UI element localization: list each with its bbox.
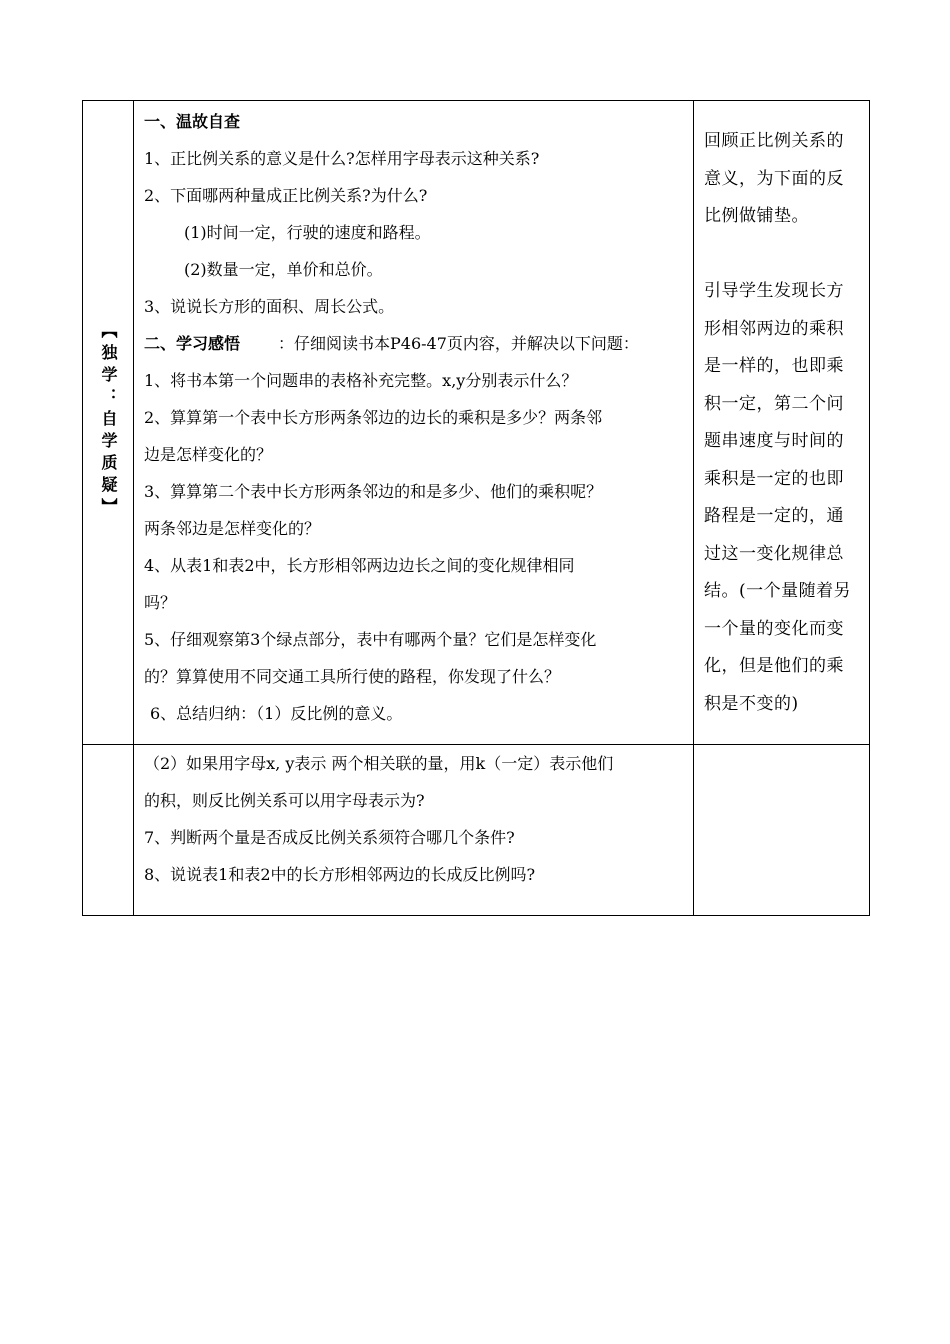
empty-label-cell bbox=[83, 745, 134, 916]
empty-notes-cell bbox=[694, 745, 870, 916]
teacher-notes bbox=[694, 101, 869, 723]
note-line: 引导学生发现长方 bbox=[704, 281, 844, 301]
section2-line: 5、仔细观察第3个绿点部分，表中有哪两个量？它们是怎样变化 bbox=[144, 630, 597, 649]
notes-cell bbox=[694, 101, 870, 745]
section2-heading: 二、学习感悟 bbox=[144, 334, 241, 353]
note-line: 结。(一个量随着另 bbox=[704, 581, 852, 601]
note-line: 意义，为下面的反 bbox=[704, 168, 844, 189]
lesson-plan-table bbox=[82, 100, 870, 916]
continued-content bbox=[134, 745, 693, 893]
note-line: 积是不变的) bbox=[704, 693, 799, 714]
note-line: 题串速度与时间的 bbox=[704, 431, 844, 451]
note-line: 过这一变化规律总 bbox=[704, 543, 844, 564]
note-line: 路程是一定的，通 bbox=[704, 506, 844, 526]
section1-item: 1、正比例关系的意义是什么?怎样用字母表示这种关系? bbox=[144, 149, 540, 168]
main-content-cell bbox=[134, 101, 694, 745]
note-spacer bbox=[704, 236, 861, 274]
section2-line: 1、将书本第一个问题串的表格补充完整。x,y分别表示什么？ bbox=[144, 371, 578, 390]
continued-content-cell bbox=[134, 745, 694, 916]
note-line: 是一样的，也即乘 bbox=[704, 356, 844, 376]
note-line: 乘积是一定的也即 bbox=[704, 468, 844, 489]
section1-item: 2、下面哪两种量成正比例关系?为什么? bbox=[144, 186, 428, 205]
section3-line: （2）如果用字母x, y表示 两个相关联的量，用k（一定）表示他们 bbox=[144, 754, 614, 773]
section2-line: 2、算算第一个表中长方形两条邻边的边长的乘积是多少？两条邻 bbox=[144, 408, 603, 427]
section2-line: 两条邻边是怎样变化的？ bbox=[144, 519, 321, 538]
note-line: 形相邻两边的乘积 bbox=[704, 318, 844, 339]
note-line: 积一定，第二个问 bbox=[704, 393, 844, 414]
note-line: 回顾正比例关系的 bbox=[704, 131, 844, 151]
section1-item: (2)数量一定，单价和总价。 bbox=[184, 260, 383, 279]
table-row bbox=[83, 745, 870, 916]
section3-line: 7、判断两个量是否成反比例关系须符合哪几个条件? bbox=[144, 828, 515, 847]
section3-line: 8、说说表1和表2中的长方形相邻两边的长成反比例吗? bbox=[144, 865, 536, 884]
note-line: 比例做铺垫。 bbox=[704, 206, 809, 226]
section2-line: 6、总结归纳：（1）反比例的意义。 bbox=[150, 704, 403, 723]
section2-line: 3、算算第二个表中长方形两条邻边的和是多少、他们的乘积呢？ bbox=[144, 482, 603, 501]
section2-line: 吗？ bbox=[144, 593, 177, 612]
note-line: 一个量的变化而变 bbox=[704, 618, 844, 639]
section2-heading-line bbox=[144, 325, 687, 362]
note-line: 化，但是他们的乘 bbox=[704, 656, 844, 676]
section1-item: (1)时间一定，行驶的速度和路程。 bbox=[184, 223, 431, 242]
section2-line: 4、从表1和表2中，长方形相邻两边边长之间的变化规律相同 bbox=[144, 556, 575, 575]
section1-item: 3、说说长方形的面积、周长公式。 bbox=[144, 297, 395, 316]
side-label-cell bbox=[83, 101, 134, 745]
section2-line: 边是怎样变化的？ bbox=[144, 445, 273, 464]
section2-line: 的？算算使用不同交通工具所行使的路程，你发现了什么？ bbox=[144, 667, 561, 686]
section2-intro: ：仔细阅读书本P46-47页内容，并解决以下问题： bbox=[278, 334, 639, 353]
section1-heading: 一、温故自查 bbox=[144, 112, 241, 131]
table-row bbox=[83, 101, 870, 745]
side-label: 【独学：自学质疑】 bbox=[99, 321, 118, 520]
section3-line: 的积，则反比例关系可以用字母表示为? bbox=[144, 791, 425, 810]
main-content bbox=[134, 101, 693, 732]
